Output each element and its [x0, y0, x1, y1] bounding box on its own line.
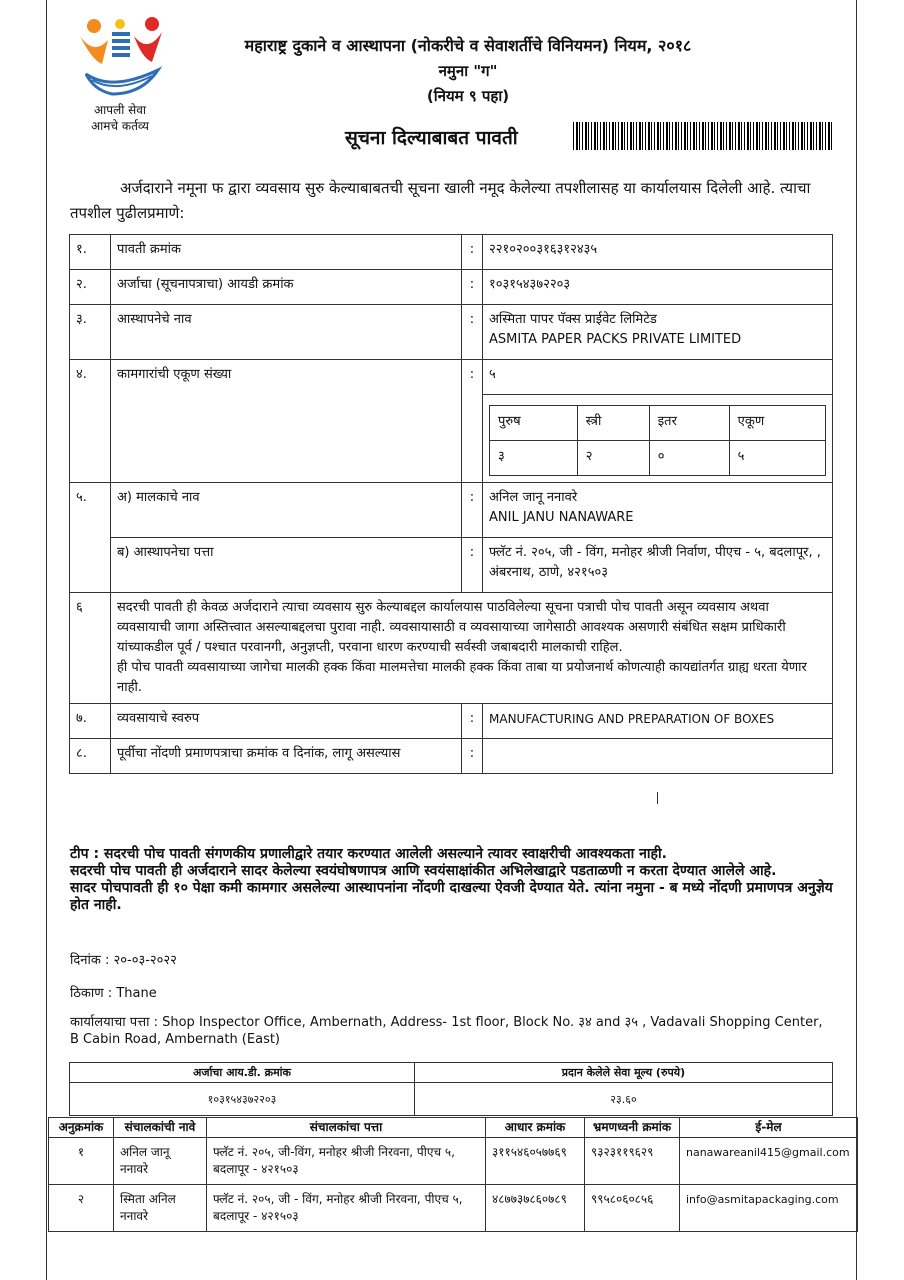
- establishment-name-value: [483, 305, 833, 360]
- previous-registration-value: [483, 739, 833, 774]
- row-number: ७.: [70, 704, 111, 739]
- table-row: [70, 270, 833, 305]
- establishment-name-en: ASMITA PAPER PACKS PRIVATE LIMITED: [489, 332, 742, 347]
- disclaimer-paragraph-2: ही पोच पावती व्यवसायाच्या जागेचा मालकी हक्क किंवा मालमत्तेचा मालकी हक्क किंवा ताबा या प्रयोजनार्थ कोणत्याही कायद्यांतर्गत ग्राह्य धरता येणार नाही.: [117, 660, 807, 695]
- issue-date: दिनांक : २०-०३-२०२२: [70, 953, 177, 968]
- dir-header-aadhaar: आधार क्रमांक: [486, 1118, 585, 1138]
- female-header: स्त्री: [577, 406, 649, 441]
- row-number: ६: [70, 593, 111, 704]
- table-row: [70, 538, 833, 593]
- note-line-2: सदरची पोच पावती ही अर्जदाराने सादर केलेल्या स्वयंघोषणापत्र आणि स्वयंसाक्षांकीत अभिलेखाद्वारे पडताळणी न करता देण्यात आलेले आहे.: [70, 863, 777, 879]
- receipt-title: सूचना दिल्याबाबत पावती: [345, 127, 518, 149]
- fee-header-app-id: अर्जाचा आय.डी. क्रमांक: [70, 1063, 415, 1083]
- table-row: [70, 593, 833, 704]
- row-number: ५.: [70, 483, 111, 593]
- workers-total-value: ५: [483, 360, 832, 395]
- row-label: व्यवसायाचे स्वरुप: [111, 704, 462, 739]
- address-label: ब) आस्थापनेचा पत्ता: [111, 538, 462, 593]
- row-colon: :: [462, 270, 483, 305]
- total-header: एकूण: [729, 406, 825, 441]
- row-number: ८.: [70, 739, 111, 774]
- table-row: [49, 1138, 858, 1185]
- disclaimer-cell: [111, 593, 833, 704]
- establishment-name-mr: अस्मिता पापर पॅक्स प्राईवेट लिमिटेड: [489, 312, 657, 327]
- row-colon: :: [462, 739, 483, 774]
- row-label: अर्जाचा (सूचनापत्राचा) आयडी क्रमांक: [111, 270, 462, 305]
- text-cursor: [657, 792, 658, 804]
- fee-header-amount: प्रदान केलेले सेवा मूल्य (रुपये): [415, 1063, 833, 1083]
- issue-place: ठिकाण : Thane: [70, 986, 157, 1001]
- dir-aadhaar: ४८७७३७८६०७८९: [486, 1185, 585, 1232]
- logo-caption-1: आपली सेवा: [93, 103, 147, 117]
- table-row: [49, 1185, 858, 1232]
- female-count: २: [577, 441, 649, 476]
- directors-table: [48, 1117, 858, 1232]
- owner-name-value: [483, 483, 833, 538]
- table-row: [70, 739, 833, 774]
- barcode-icon: [573, 122, 833, 150]
- row-label: आस्थापनेचे नाव: [111, 305, 462, 360]
- other-header: इतर: [649, 406, 729, 441]
- total-count: ५: [729, 441, 825, 476]
- other-count: ०: [649, 441, 729, 476]
- dir-name: अनिल जानू ननावरे: [114, 1138, 207, 1185]
- logo-caption-2: आमचे कर्तव्य: [91, 119, 149, 133]
- male-count: ३: [490, 441, 578, 476]
- table-row: [70, 305, 833, 360]
- workers-count-cell: [483, 360, 833, 483]
- dir-header-name: संचालकांची नावे: [114, 1118, 207, 1138]
- dir-mobile: ९९५८०६०८५६: [585, 1185, 680, 1232]
- table-row: [70, 235, 833, 270]
- application-id-value: १०३१५४३७२२०३: [483, 270, 833, 305]
- left-margin-line: [46, 0, 47, 1280]
- row-colon: :: [462, 704, 483, 739]
- dir-email: nanawareanil415@gmail.com: [680, 1138, 858, 1185]
- disclaimer-paragraph-1: सदरची पावती ही केवळ अर्जदाराने त्याचा व्यवसाय सुरु केल्याबद्दल कार्यालयास पाठविलेल्या सूचना पत्राची पोच पावती असून व्यवसाय अथवा व्यवसायाची जागा अस्तित्त्वात असल्याबद्दलचा पुरावा नाही. व्यवसायासाठी व व्यवसायाच्या जागेसाठी आवश्यक असणारी संबंधित सक्षम प्राधिकारी यांच्याकडील पूर्व / पश्चात परवानगी, अनुज्ञप्ती, परवाना धारण करण्याची सर्वस्वी जबाबदारी मालकाची राहिल.: [117, 600, 786, 655]
- fee-amount-value: २३.६०: [415, 1083, 833, 1116]
- row-number: ३.: [70, 305, 111, 360]
- note-line-1: टीप : सदरची पोच पावती संगणकीय प्रणालीद्वारे तयार करण्यात आलेली असल्याने त्यावर स्वाक्षरीची आवश्यकता नाही.: [70, 846, 667, 862]
- act-title: महाराष्ट्र दुकाने व आस्थापना (नोकरीचे व सेवाशर्तीचे विनियमन) नियम, २०१८: [244, 36, 692, 55]
- details-table: [69, 234, 833, 774]
- dir-header-mobile: भ्रमणध्वनी क्रमांक: [585, 1118, 680, 1138]
- row-number: ४.: [70, 360, 111, 483]
- dir-address: फ्लॅट नं. २०५, जी - विंग, मनोहर श्रीजी निरवना, पीएच ५, बदलापूर - ४२१५०३: [207, 1185, 486, 1232]
- dir-sr: १: [49, 1138, 114, 1185]
- table-row: [70, 360, 833, 483]
- logo-graphic-icon: [72, 14, 168, 98]
- table-row: [70, 704, 833, 739]
- row-number: २.: [70, 270, 111, 305]
- row-label: पूर्वीचा नोंदणी प्रमाणपत्राचा क्रमांक व दिनांक, लागू असल्यास: [111, 739, 462, 774]
- rule-reference: (नियम ९ पहा): [426, 87, 510, 105]
- row-number: १.: [70, 235, 111, 270]
- fee-table: [69, 1062, 833, 1116]
- dir-address: फ्लॅट नं. २०५, जी-विंग, मनोहर श्रीजी निरवना, पीएच ५, बदलापूर - ४२१५०३: [207, 1138, 486, 1185]
- fee-app-id-value: १०३१५४३७२२०३: [70, 1083, 415, 1116]
- male-header: पुरुष: [490, 406, 578, 441]
- row-label: पावती क्रमांक: [111, 235, 462, 270]
- table-row: [70, 483, 833, 538]
- row-label: कामगारांची एकूण संख्या: [111, 360, 462, 483]
- owner-name-en: ANIL JANU NANAWARE: [489, 510, 634, 525]
- dir-header-email: ई-मेल: [680, 1118, 858, 1138]
- row-colon: :: [462, 538, 483, 593]
- establishment-address-value: फ्लॅट नं. २०५, जी - विंग, मनोहर श्रीजी निर्वाण, पीएच - ५, बदलापूर, , अंबरनाथ, ठाणे, ४२१५०३: [483, 538, 833, 593]
- row-colon: :: [462, 483, 483, 538]
- row-colon: :: [462, 235, 483, 270]
- owner-label: अ) मालकाचे नाव: [111, 483, 462, 538]
- owner-name-mr: अनिल जानू ननावरे: [489, 490, 578, 505]
- receipt-number-value: २२१०२००३१६३१२४३५: [483, 235, 833, 270]
- workers-breakdown-table: [489, 405, 826, 476]
- dir-header-sr: अनुक्रमांक: [49, 1118, 114, 1138]
- row-colon: :: [462, 360, 483, 483]
- form-name: नमुना "ग": [438, 62, 498, 80]
- aaple-sarkar-logo: [72, 14, 168, 134]
- row-colon: :: [462, 305, 483, 360]
- dir-name: स्मिता अनिल ननावरे: [114, 1185, 207, 1232]
- right-margin-line: [856, 0, 857, 1280]
- office-address: कार्यालयाचा पत्ता : Shop Inspector Office, Ambernath, Address- 1st floor, Block No. ३४ and ३५ , Vadavali Shopping Center, B Cabin Road, Ambernath (East): [70, 1015, 823, 1047]
- business-nature-value: MANUFACTURING AND PREPARATION OF BOXES: [483, 704, 833, 739]
- note-line-3: सादर पोचपावती ही १० पेक्षा कमी कामगार असलेल्या आस्थापनांना नोंदणी दाखल्या ऐवजी देण्यात येते. त्यांना नमुना - ब मध्ये नोंदणी प्रमाणपत्र अनुज्ञेय होत नाही.: [70, 880, 833, 913]
- note-block: [70, 846, 836, 914]
- dir-email: info@asmitapackaging.com: [680, 1185, 858, 1232]
- dir-mobile: ९३२३११९६२९: [585, 1138, 680, 1185]
- dir-sr: २: [49, 1185, 114, 1232]
- dir-header-address: संचालकांचा पत्ता: [207, 1118, 486, 1138]
- intro-paragraph: अर्जदाराने नमूना फ द्वारा व्यवसाय सुरु केल्याबाबतची सूचना खाली नमूद केलेल्या तपशीलासह या कार्यालयास दिलेली आहे. त्याचा तपशील पुढीलप्रमाणे:: [70, 179, 811, 222]
- dir-aadhaar: ३११५४६०५७७६९: [486, 1138, 585, 1185]
